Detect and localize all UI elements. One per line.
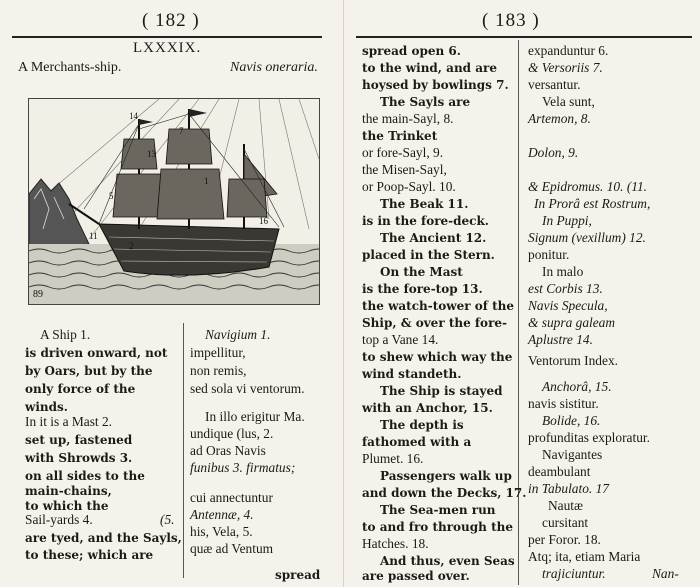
text-line: to these; which are <box>25 548 154 562</box>
text-line: In malo <box>542 264 584 279</box>
text-line: Atq; ita, etiam Maria <box>528 549 641 564</box>
catchword: spread <box>275 568 321 582</box>
flag-fore <box>139 119 153 125</box>
text-line: placed in the Stern. <box>362 248 495 262</box>
text-line: quæ ad Ventum <box>190 541 274 556</box>
text-line: Nautæ <box>548 498 583 513</box>
text-line: funibus 3. firmatus; <box>190 460 296 475</box>
text-line: non remis, <box>190 363 247 378</box>
text-line: versantur. <box>528 77 581 92</box>
text-line: fathomed with a <box>362 435 472 449</box>
svg-text:7: 7 <box>179 126 184 136</box>
text-line: in Tabulato. 17 <box>528 481 609 496</box>
text-line: the Trinket <box>362 129 438 143</box>
text-line: Ship, & over the fore- <box>362 316 508 330</box>
text-line: undique (lus, 2. <box>190 426 274 441</box>
text-line: deambulant <box>528 464 591 479</box>
text-line: only force of the <box>25 382 136 396</box>
svg-text:13: 13 <box>147 149 156 159</box>
text-line: is in the fore-deck. <box>362 214 489 228</box>
text-line: are passed over. <box>362 569 470 583</box>
text-line: Navigium 1. <box>205 327 271 342</box>
text-line: top a Vane 14. <box>362 332 439 347</box>
text-line: wind standeth. <box>362 367 462 381</box>
svg-text:2: 2 <box>129 241 134 251</box>
title-latin: Navis oneraria. <box>230 60 318 75</box>
text-line: Antennæ, 4. <box>190 507 254 522</box>
text-line: the Misen-Sayl, <box>362 162 447 177</box>
text-line: Plumet. 16. <box>362 451 424 466</box>
text-line: Vela sunt, <box>542 94 595 109</box>
text-line: In Puppi, <box>542 213 592 228</box>
text-line: Navis Specula, <box>528 298 608 313</box>
text-line: And thus, even Seas <box>380 554 515 568</box>
text-line: The Sea-men run <box>380 503 496 517</box>
text-line: with an Anchor, 15. <box>362 401 493 415</box>
svg-text:11: 11 <box>89 231 98 241</box>
text-line: Artemon, 8. <box>528 111 591 126</box>
text-line: to shew which way the <box>362 350 513 364</box>
text-line: Dolon, 9. <box>528 145 579 160</box>
text-line: or fore-Sayl, 9. <box>362 145 444 160</box>
text-line: is the fore-top 13. <box>362 282 483 296</box>
text-line: On the Mast <box>380 265 463 279</box>
ship-engraving <box>28 98 320 305</box>
text-line: main-chains, <box>25 484 112 498</box>
text-line: winds. <box>25 400 68 414</box>
text-line: (5. <box>160 512 175 527</box>
text-line: on all sides to the <box>25 469 145 483</box>
text-line: The Beak 11. <box>380 197 469 211</box>
text-line: is driven onward, not <box>25 346 168 360</box>
catchword: Nan- <box>652 566 679 581</box>
ship-illustration <box>29 99 319 304</box>
text-line: The depth is <box>380 418 464 432</box>
text-line: navis sistitur. <box>528 396 599 411</box>
svg-text:14: 14 <box>129 111 138 121</box>
svg-text:1: 1 <box>204 176 209 186</box>
figure-number: 89 <box>33 289 43 300</box>
text-line: & supra galeam <box>528 315 616 330</box>
flag-main <box>189 109 207 117</box>
text-line: Passengers walk up <box>380 469 512 483</box>
text-line: by Oars, but by the <box>25 364 153 378</box>
text-line: & Versoriis 7. <box>528 60 603 75</box>
text-line: to the wind, and are <box>362 61 497 75</box>
text-line: est Corbis 13. <box>528 281 603 296</box>
text-line: trajiciuntur. <box>542 566 606 581</box>
text-line: cui annectuntur <box>190 490 273 505</box>
text-line: A Ship 1. <box>40 327 91 342</box>
text-line: ponitur. <box>528 247 570 262</box>
header-rule <box>12 36 322 38</box>
text-line: Hatches. 18. <box>362 536 429 551</box>
svg-text:16: 16 <box>259 216 268 226</box>
text-line: The Sayls are <box>380 95 471 109</box>
text-line: Bolide, 16. <box>542 413 601 428</box>
text-line: ad Oras Navis <box>190 443 266 458</box>
book-gutter <box>343 0 344 587</box>
text-line: cursitant <box>542 515 589 530</box>
text-line: Aplustre 14. <box>528 332 593 347</box>
text-line: to which the <box>25 499 109 513</box>
text-line: to and fro through the <box>362 520 513 534</box>
column-divider <box>183 323 184 578</box>
text-line: hoysed by bowlings 7. <box>362 78 509 92</box>
text-line: In Prorâ est Rostrum, <box>534 196 651 211</box>
text-line: Anchorâ, 15. <box>542 379 612 394</box>
header-rule <box>356 36 692 38</box>
cliff <box>29 179 89 249</box>
text-line: set up, fastened <box>25 433 133 447</box>
column-divider <box>518 40 519 585</box>
text-line: In it is a Mast 2. <box>25 414 113 429</box>
text-line: or Poop-Sayl. 10. <box>362 179 456 194</box>
text-line: spread open 6. <box>362 44 461 58</box>
text-line: and down the Decks, 17. <box>362 486 527 500</box>
text-line: Sail-yards 4. <box>25 512 93 527</box>
text-line: sed sola vi ventorum. <box>190 381 305 396</box>
text-line: his, Vela, 5. <box>190 524 253 539</box>
title-english: A Merchants-ship. <box>18 60 122 75</box>
text-line: the watch-tower of the <box>362 299 514 313</box>
svg-text:5: 5 <box>109 191 114 201</box>
ship-hull <box>99 224 279 275</box>
page-number: ( 183 ) <box>482 10 540 31</box>
text-line: In illo erigitur Ma. <box>205 409 305 424</box>
text-line: the main-Sayl, 8. <box>362 111 454 126</box>
text-line: The Ship is stayed <box>380 384 503 398</box>
text-line: The Ancient 12. <box>380 231 487 245</box>
chapter-number: LXXXIX. <box>133 40 202 56</box>
text-line: per Foror. 18. <box>528 532 601 547</box>
text-line: impellitur, <box>190 345 246 360</box>
text-line: are tyed, and the Sayls, <box>25 531 182 545</box>
page-number: ( 182 ) <box>142 10 200 31</box>
text-line: with Shrowds 3. <box>25 451 133 465</box>
text-line: profunditas exploratur. <box>528 430 650 445</box>
text-line: Navigantes <box>542 447 603 462</box>
text-line: Signum (vexillum) 12. <box>528 230 646 245</box>
text-line: expanduntur 6. <box>528 43 609 58</box>
sails <box>113 129 277 219</box>
text-line: Ventorum Index. <box>528 353 618 368</box>
text-line: & Epidromus. 10. (11. <box>528 179 648 194</box>
